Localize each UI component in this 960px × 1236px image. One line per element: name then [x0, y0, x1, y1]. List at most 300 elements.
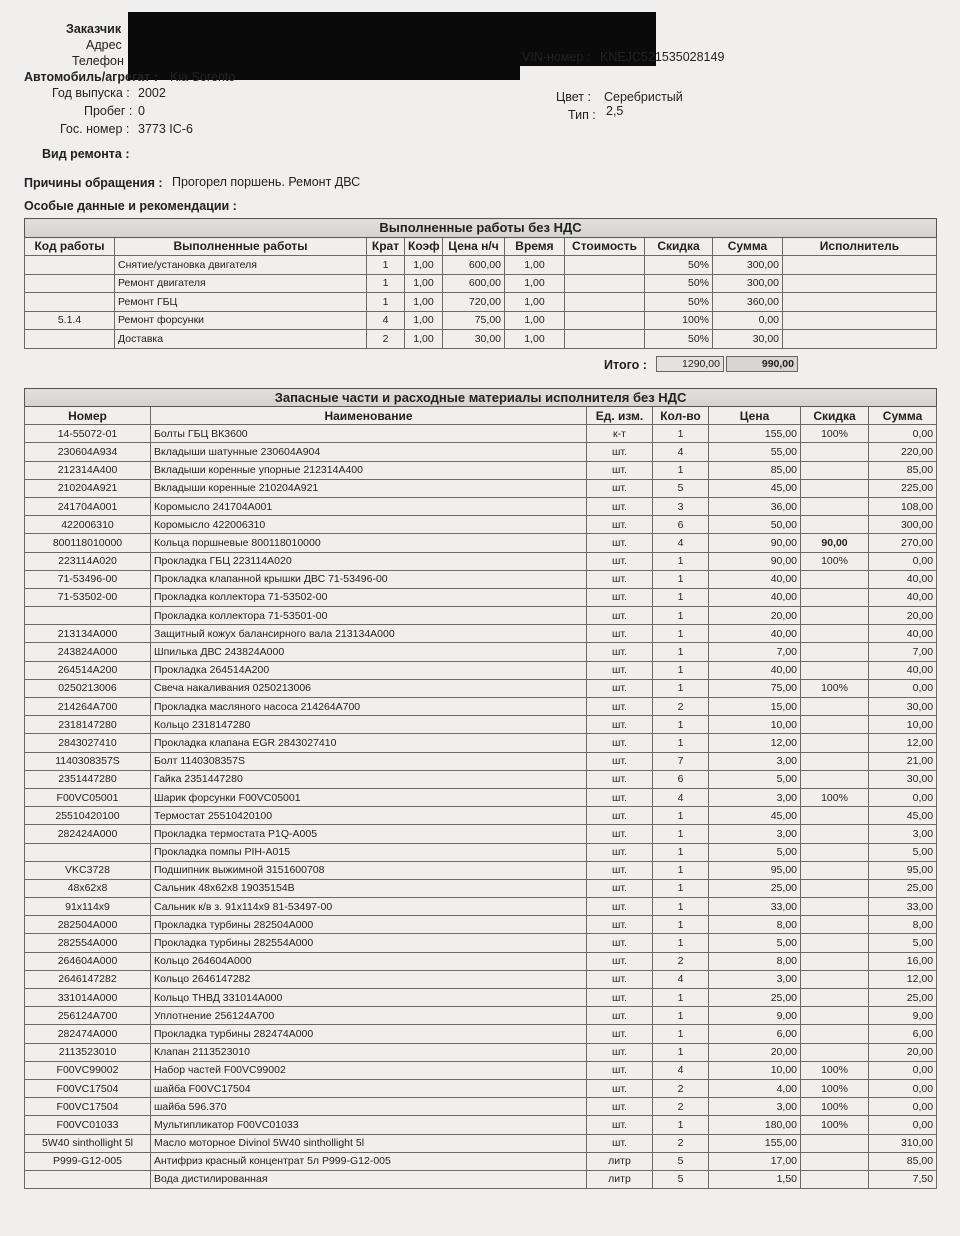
- parts-cell-disc: [801, 770, 869, 788]
- parts-cell-price: 3,00: [709, 752, 801, 770]
- parts-cell-sum: 25,00: [869, 879, 937, 897]
- works-cell-time: 1,00: [505, 293, 565, 312]
- parts-row: [25, 807, 937, 825]
- parts-cell-unit: шт.: [587, 1098, 653, 1116]
- parts-cell-sum: 10,00: [869, 716, 937, 734]
- parts-cell-name: Прокладка 264514А200: [151, 661, 587, 679]
- parts-cell-sum: 85,00: [869, 461, 937, 479]
- parts-cell-num: 210204A921: [25, 479, 151, 497]
- parts-cell-sum: 20,00: [869, 607, 937, 625]
- parts-cell-unit: шт.: [587, 861, 653, 879]
- parts-cell-qty: 4: [653, 443, 709, 461]
- parts-cell-qty: 6: [653, 770, 709, 788]
- parts-cell-disc: 100%: [801, 1079, 869, 1097]
- parts-cell-price: 95,00: [709, 861, 801, 879]
- parts-row: [25, 879, 937, 897]
- parts-cell-qty: 1: [653, 825, 709, 843]
- parts-cell-unit: шт.: [587, 588, 653, 606]
- works-cell-disc: 50%: [645, 256, 713, 275]
- parts-cell-qty: 2: [653, 952, 709, 970]
- reason-label: Причины обращения :: [24, 176, 163, 190]
- parts-cell-price: 3,00: [709, 970, 801, 988]
- parts-cell-name: Мультипликатор F00VC01033: [151, 1116, 587, 1134]
- parts-cell-sum: 3,00: [869, 825, 937, 843]
- parts-cell-sum: 33,00: [869, 898, 937, 916]
- parts-cell-sum: 40,00: [869, 570, 937, 588]
- parts-row: [25, 861, 937, 879]
- parts-cell-name: Термостат 25510420100: [151, 807, 587, 825]
- parts-cell-disc: [801, 570, 869, 588]
- plate-value: 3773 IC-6: [138, 122, 193, 136]
- parts-cell-num: [25, 843, 151, 861]
- repair-kind-label: Вид ремонта :: [42, 147, 130, 161]
- parts-cell-num: 71-53502-00: [25, 588, 151, 606]
- parts-cell-sum: 225,00: [869, 479, 937, 497]
- parts-row: [25, 698, 937, 716]
- parts-cell-sum: 0,00: [869, 552, 937, 570]
- parts-cell-price: 12,00: [709, 734, 801, 752]
- parts-cell-price: 5,00: [709, 770, 801, 788]
- parts-cell-unit: шт.: [587, 879, 653, 897]
- parts-row: [25, 679, 937, 697]
- parts-cell-disc: 100%: [801, 425, 869, 443]
- parts-cell-num: 2113523010: [25, 1043, 151, 1061]
- year-label: Год выпуска :: [52, 86, 130, 100]
- parts-cell-name: Прокладка клапанной крышки ДВС 71-53496-00: [151, 570, 587, 588]
- parts-cell-price: 15,00: [709, 698, 801, 716]
- parts-cell-price: 25,00: [709, 989, 801, 1007]
- parts-cell-qty: 5: [653, 1170, 709, 1188]
- parts-cell-unit: шт.: [587, 552, 653, 570]
- vin-label: VIN-номер :: [522, 50, 591, 64]
- parts-row: [25, 716, 937, 734]
- parts-cell-sum: 9,00: [869, 1007, 937, 1025]
- works-cell-mult: 2: [367, 330, 405, 349]
- parts-cell-disc: [801, 1043, 869, 1061]
- parts-row: [25, 825, 937, 843]
- parts-cell-num: 214264A700: [25, 698, 151, 716]
- parts-cell-name: Вкладыши коренные упорные 212314А400: [151, 461, 587, 479]
- parts-cell-unit: шт.: [587, 825, 653, 843]
- parts-cell-qty: 6: [653, 516, 709, 534]
- parts-cell-unit: шт.: [587, 479, 653, 497]
- parts-cell-name: Уплотнение 256124А700: [151, 1007, 587, 1025]
- parts-cell-name: Прокладка коллектора 71-53502-00: [151, 588, 587, 606]
- parts-cell-qty: 4: [653, 788, 709, 806]
- parts-cell-disc: [801, 989, 869, 1007]
- parts-cell-num: 48x62x8: [25, 879, 151, 897]
- parts-cell-unit: шт.: [587, 952, 653, 970]
- parts-cell-num: 14-55072-01: [25, 425, 151, 443]
- works-cell-name: Ремонт ГБЦ: [115, 293, 367, 312]
- parts-cell-price: 10,00: [709, 716, 801, 734]
- parts-row: [25, 588, 937, 606]
- parts-cell-qty: 4: [653, 970, 709, 988]
- parts-cell-num: F00VC01033: [25, 1116, 151, 1134]
- parts-cell-qty: 4: [653, 534, 709, 552]
- parts-cell-num: 264604A000: [25, 952, 151, 970]
- parts-cell-unit: шт.: [587, 752, 653, 770]
- parts-cell-num: F00VC17504: [25, 1079, 151, 1097]
- vehicle-label: Автомобиль/агрегат :: [24, 70, 158, 84]
- parts-row: [25, 516, 937, 534]
- parts-cell-name: шайба F00VC17504: [151, 1079, 587, 1097]
- parts-row: [25, 497, 937, 515]
- parts-cell-disc: [801, 752, 869, 770]
- works-cell-exec: [783, 330, 937, 349]
- parts-cell-name: Подшипник выжимной 3151600708: [151, 861, 587, 879]
- parts-row: [25, 625, 937, 643]
- parts-cell-price: 4,00: [709, 1079, 801, 1097]
- parts-row: [25, 916, 937, 934]
- parts-cell-disc: 100%: [801, 1098, 869, 1116]
- works-total-label: Итого :: [604, 358, 647, 372]
- parts-cell-price: 90,00: [709, 552, 801, 570]
- parts-cell-disc: [801, 1007, 869, 1025]
- parts-cell-price: 40,00: [709, 570, 801, 588]
- works-cell-code: [25, 256, 115, 275]
- parts-cell-disc: [801, 861, 869, 879]
- parts-cell-qty: 1: [653, 461, 709, 479]
- parts-cell-disc: [801, 807, 869, 825]
- parts-cell-disc: [801, 970, 869, 988]
- works-title: Выполненные работы без НДС: [25, 219, 937, 238]
- parts-cell-sum: 40,00: [869, 661, 937, 679]
- parts-cell-disc: [801, 1025, 869, 1043]
- parts-cell-unit: шт.: [587, 679, 653, 697]
- works-total-cost: 1290,00: [656, 356, 724, 372]
- parts-cell-name: Прокладка ГБЦ 223114А020: [151, 552, 587, 570]
- works-row: [25, 330, 937, 349]
- parts-cell-qty: 1: [653, 607, 709, 625]
- parts-cell-disc: 100%: [801, 1061, 869, 1079]
- works-cell-price: 30,00: [443, 330, 505, 349]
- parts-cell-price: 33,00: [709, 898, 801, 916]
- parts-cell-disc: [801, 698, 869, 716]
- parts-col-header: Скидка: [801, 407, 869, 425]
- parts-cell-unit: шт.: [587, 443, 653, 461]
- parts-cell-sum: 45,00: [869, 807, 937, 825]
- parts-row: [25, 989, 937, 1007]
- parts-row: [25, 443, 937, 461]
- parts-cell-num: 241704A001: [25, 497, 151, 515]
- works-cell-price: 720,00: [443, 293, 505, 312]
- works-cell-name: Ремонт форсунки: [115, 311, 367, 330]
- parts-cell-price: 40,00: [709, 625, 801, 643]
- parts-row: [25, 770, 937, 788]
- parts-row: [25, 1170, 937, 1188]
- parts-cell-num: 1140308357S: [25, 752, 151, 770]
- special-label: Особые данные и рекомендации :: [24, 199, 237, 213]
- parts-cell-num: F00VC99002: [25, 1061, 151, 1079]
- works-col-header: Стоимость: [565, 237, 645, 256]
- parts-cell-qty: 1: [653, 989, 709, 1007]
- parts-cell-disc: [801, 516, 869, 534]
- parts-cell-qty: 1: [653, 679, 709, 697]
- parts-cell-sum: 25,00: [869, 989, 937, 1007]
- parts-table: [24, 388, 937, 1189]
- parts-cell-unit: шт.: [587, 1007, 653, 1025]
- parts-cell-price: 5,00: [709, 934, 801, 952]
- parts-cell-qty: 1: [653, 898, 709, 916]
- parts-cell-sum: 310,00: [869, 1134, 937, 1152]
- parts-cell-unit: к-т: [587, 425, 653, 443]
- vin-value: KNEJC521535028149: [600, 50, 725, 64]
- works-col-header: Скидка: [645, 237, 713, 256]
- parts-cell-name: Прокладка масляного насоса 214264А700: [151, 698, 587, 716]
- works-cell-disc: 50%: [645, 330, 713, 349]
- parts-cell-unit: литр: [587, 1170, 653, 1188]
- parts-cell-sum: 30,00: [869, 698, 937, 716]
- works-cell-mult: 4: [367, 311, 405, 330]
- parts-cell-name: Прокладка коллектора 71-53501-00: [151, 607, 587, 625]
- vehicle-value: Kia Sorento: [170, 70, 236, 84]
- parts-cell-qty: 1: [653, 734, 709, 752]
- parts-cell-disc: [801, 1134, 869, 1152]
- parts-cell-price: 25,00: [709, 879, 801, 897]
- parts-cell-price: 9,00: [709, 1007, 801, 1025]
- type-value: 2,5: [606, 104, 624, 118]
- parts-cell-unit: шт.: [587, 934, 653, 952]
- parts-row: [25, 534, 937, 552]
- color-value: Серебристый: [604, 90, 683, 104]
- parts-cell-name: Защитный кожух балансирного вала 213134А000: [151, 625, 587, 643]
- parts-cell-qty: 1: [653, 570, 709, 588]
- parts-cell-name: Прокладка термостата P1Q-A005: [151, 825, 587, 843]
- parts-cell-sum: 0,00: [869, 1098, 937, 1116]
- parts-cell-price: 55,00: [709, 443, 801, 461]
- works-table: [24, 218, 937, 349]
- parts-cell-disc: 100%: [801, 788, 869, 806]
- address-label: Адрес: [86, 38, 122, 52]
- parts-cell-num: 282474A000: [25, 1025, 151, 1043]
- parts-cell-sum: 0,00: [869, 1061, 937, 1079]
- parts-row: [25, 552, 937, 570]
- parts-row: [25, 934, 937, 952]
- works-cell-price: 600,00: [443, 256, 505, 275]
- parts-cell-name: Масло моторное Divinol 5W40 sinthollight 5l: [151, 1134, 587, 1152]
- parts-row: [25, 1134, 937, 1152]
- parts-cell-qty: 1: [653, 1025, 709, 1043]
- parts-cell-name: Шарик форсунки F00VC05001: [151, 788, 587, 806]
- parts-cell-name: Вкладыши шатунные 230604А904: [151, 443, 587, 461]
- works-cell-disc: 100%: [645, 311, 713, 330]
- parts-cell-num: P999-G12-005: [25, 1152, 151, 1170]
- parts-cell-sum: 0,00: [869, 679, 937, 697]
- parts-cell-disc: [801, 625, 869, 643]
- parts-row: [25, 1152, 937, 1170]
- works-cell-code: 5.1.4: [25, 311, 115, 330]
- parts-cell-qty: 1: [653, 1116, 709, 1134]
- parts-cell-unit: шт.: [587, 607, 653, 625]
- works-cell-cost: [565, 256, 645, 275]
- parts-cell-price: 90,00: [709, 534, 801, 552]
- parts-cell-qty: 1: [653, 625, 709, 643]
- parts-cell-disc: [801, 607, 869, 625]
- parts-cell-name: Гайка 2351447280: [151, 770, 587, 788]
- works-row: [25, 293, 937, 312]
- parts-cell-sum: 5,00: [869, 843, 937, 861]
- parts-cell-unit: шт.: [587, 843, 653, 861]
- parts-cell-price: 6,00: [709, 1025, 801, 1043]
- parts-cell-qty: 1: [653, 643, 709, 661]
- parts-cell-price: 50,00: [709, 516, 801, 534]
- parts-cell-num: 282424A000: [25, 825, 151, 843]
- parts-cell-unit: шт.: [587, 570, 653, 588]
- parts-cell-disc: 100%: [801, 552, 869, 570]
- phone-label: Телефон: [72, 54, 124, 68]
- parts-cell-disc: [801, 934, 869, 952]
- parts-cell-unit: шт.: [587, 734, 653, 752]
- parts-cell-qty: 1: [653, 716, 709, 734]
- parts-cell-num: 230604A934: [25, 443, 151, 461]
- parts-cell-sum: 0,00: [869, 1116, 937, 1134]
- parts-cell-price: 5,00: [709, 843, 801, 861]
- parts-cell-unit: шт.: [587, 661, 653, 679]
- parts-cell-disc: [801, 825, 869, 843]
- works-cell-exec: [783, 311, 937, 330]
- works-col-header: Цена н/ч: [443, 237, 505, 256]
- parts-cell-num: 243824A000: [25, 643, 151, 661]
- parts-cell-disc: [801, 461, 869, 479]
- parts-row: [25, 570, 937, 588]
- parts-cell-sum: 20,00: [869, 1043, 937, 1061]
- parts-cell-sum: 108,00: [869, 497, 937, 515]
- works-row: [25, 256, 937, 275]
- parts-cell-sum: 95,00: [869, 861, 937, 879]
- parts-cell-sum: 30,00: [869, 770, 937, 788]
- parts-cell-qty: 1: [653, 1007, 709, 1025]
- parts-cell-num: [25, 1170, 151, 1188]
- works-cell-disc: 50%: [645, 293, 713, 312]
- parts-cell-unit: шт.: [587, 643, 653, 661]
- works-col-header: Крат: [367, 237, 405, 256]
- works-cell-cost: [565, 311, 645, 330]
- parts-cell-qty: 2: [653, 1079, 709, 1097]
- parts-cell-qty: 2: [653, 1098, 709, 1116]
- works-cell-exec: [783, 256, 937, 275]
- parts-cell-price: 17,00: [709, 1152, 801, 1170]
- works-row: [25, 274, 937, 293]
- parts-cell-disc: [801, 643, 869, 661]
- works-cell-coef: 1,00: [405, 330, 443, 349]
- parts-cell-unit: шт.: [587, 716, 653, 734]
- parts-cell-unit: шт.: [587, 898, 653, 916]
- parts-cell-num: 71-53496-00: [25, 570, 151, 588]
- parts-cell-num: 0250213006: [25, 679, 151, 697]
- color-label: Цвет :: [556, 90, 591, 104]
- parts-cell-unit: шт.: [587, 497, 653, 515]
- parts-title: Запасные части и расходные материалы исполнителя без НДС: [25, 389, 937, 407]
- parts-cell-num: 223114A020: [25, 552, 151, 570]
- parts-cell-sum: 12,00: [869, 734, 937, 752]
- parts-row: [25, 898, 937, 916]
- parts-cell-price: 3,00: [709, 825, 801, 843]
- works-cell-cost: [565, 274, 645, 293]
- mileage-value: 0: [138, 104, 145, 118]
- works-cell-code: [25, 293, 115, 312]
- parts-cell-price: 155,00: [709, 425, 801, 443]
- parts-cell-sum: 6,00: [869, 1025, 937, 1043]
- works-cell-exec: [783, 293, 937, 312]
- parts-cell-qty: 1: [653, 1043, 709, 1061]
- reason-value: Прогорел поршень. Ремонт ДВС: [172, 175, 361, 189]
- parts-cell-name: Клапан 2113523010: [151, 1043, 587, 1061]
- parts-cell-disc: [801, 734, 869, 752]
- type-label: Тип :: [568, 108, 596, 122]
- works-col-header: Время: [505, 237, 565, 256]
- works-cell-sum: 300,00: [713, 274, 783, 293]
- parts-col-header: Сумма: [869, 407, 937, 425]
- parts-cell-unit: шт.: [587, 461, 653, 479]
- parts-cell-disc: [801, 479, 869, 497]
- parts-cell-num: 331014A000: [25, 989, 151, 1007]
- works-cell-coef: 1,00: [405, 256, 443, 275]
- works-cell-coef: 1,00: [405, 293, 443, 312]
- parts-row: [25, 734, 937, 752]
- parts-cell-unit: шт.: [587, 989, 653, 1007]
- parts-cell-price: 40,00: [709, 661, 801, 679]
- parts-cell-disc: [801, 497, 869, 515]
- parts-col-header: Наименование: [151, 407, 587, 425]
- parts-cell-disc: [801, 898, 869, 916]
- parts-cell-disc: [801, 879, 869, 897]
- parts-cell-sum: 220,00: [869, 443, 937, 461]
- parts-cell-name: Коромысло 422006310: [151, 516, 587, 534]
- parts-cell-sum: 40,00: [869, 588, 937, 606]
- parts-cell-price: 40,00: [709, 588, 801, 606]
- parts-cell-price: 85,00: [709, 461, 801, 479]
- works-cell-name: Ремонт двигателя: [115, 274, 367, 293]
- parts-cell-name: Кольцо 2318147280: [151, 716, 587, 734]
- parts-cell-disc: [801, 916, 869, 934]
- works-col-header: Исполнитель: [783, 237, 937, 256]
- parts-col-header: Кол-во: [653, 407, 709, 425]
- parts-cell-price: 1,50: [709, 1170, 801, 1188]
- parts-cell-qty: 1: [653, 861, 709, 879]
- parts-cell-qty: 7: [653, 752, 709, 770]
- parts-cell-name: Сальник 48x62x8 19035154B: [151, 879, 587, 897]
- works-cell-mult: 1: [367, 293, 405, 312]
- parts-cell-name: Кольцо 264604А000: [151, 952, 587, 970]
- parts-cell-num: 213134A000: [25, 625, 151, 643]
- parts-cell-price: 75,00: [709, 679, 801, 697]
- works-cell-coef: 1,00: [405, 311, 443, 330]
- parts-cell-disc: [801, 1152, 869, 1170]
- parts-cell-name: Болты ГБЦ ВК3600: [151, 425, 587, 443]
- parts-cell-disc: [801, 588, 869, 606]
- parts-cell-disc: 100%: [801, 1116, 869, 1134]
- parts-cell-name: Кольцо 2646147282: [151, 970, 587, 988]
- parts-cell-qty: 1: [653, 552, 709, 570]
- works-cell-time: 1,00: [505, 330, 565, 349]
- works-cell-time: 1,00: [505, 274, 565, 293]
- works-cell-code: [25, 330, 115, 349]
- parts-cell-price: 3,00: [709, 1098, 801, 1116]
- parts-cell-unit: литр: [587, 1152, 653, 1170]
- parts-cell-name: Прокладка помпы PIH-A015: [151, 843, 587, 861]
- parts-cell-name: Вода дистилированная: [151, 1170, 587, 1188]
- parts-cell-qty: 1: [653, 588, 709, 606]
- parts-cell-sum: 7,50: [869, 1170, 937, 1188]
- parts-cell-unit: шт.: [587, 916, 653, 934]
- parts-cell-price: 10,00: [709, 1061, 801, 1079]
- year-value: 2002: [138, 86, 166, 100]
- parts-row: [25, 1079, 937, 1097]
- parts-cell-name: Прокладка клапана EGR 2843027410: [151, 734, 587, 752]
- works-col-header: Сумма: [713, 237, 783, 256]
- parts-cell-unit: шт.: [587, 770, 653, 788]
